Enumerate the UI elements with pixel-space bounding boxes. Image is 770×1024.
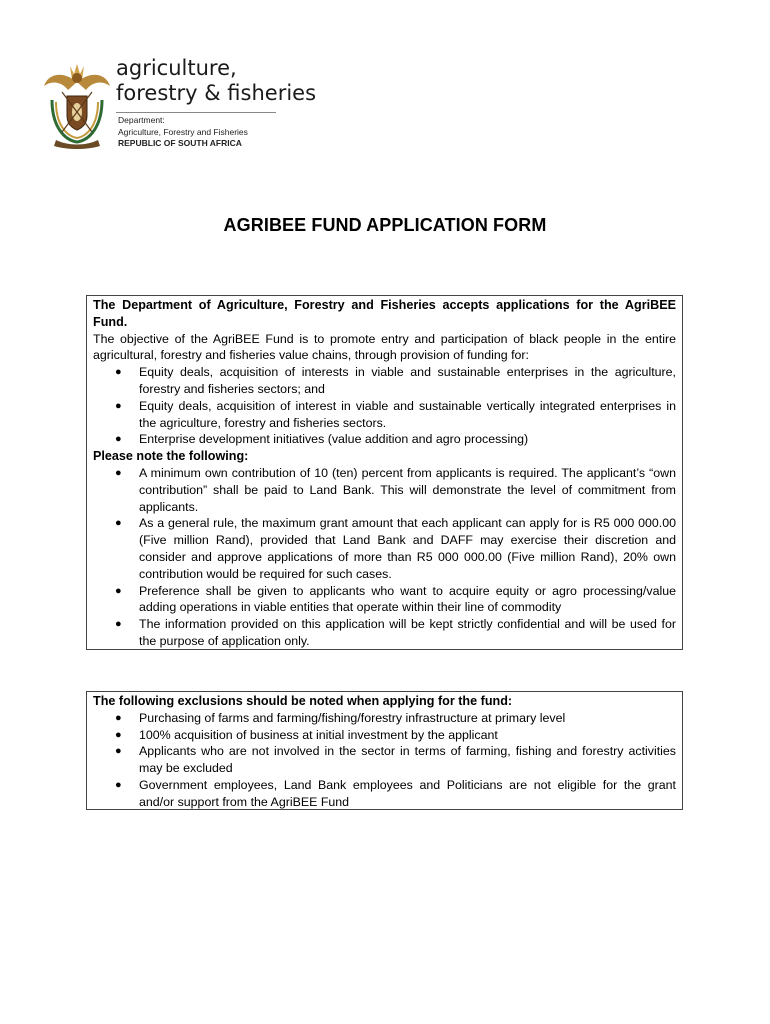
list-item: ● As a general rule, the maximum grant amount that each applicant can apply for is R5 000 000.00 (Five million Rand), provided that Land Bank and DAFF may exercise their discretion and consider and approve applications of more than R5 000 000.00 (Five million Rand), 20% own contribution would be required for such cases. <box>115 516 676 581</box>
funding-list <box>93 364 676 448</box>
notes-heading: Please note the following: <box>93 449 249 464</box>
list-item: ● The information provided on this application will be kept strictly confidential and will be used for the purpose of application only. <box>115 617 676 648</box>
divider <box>116 112 276 113</box>
country-name: REPUBLIC OF SOUTH AFRICA <box>118 138 242 148</box>
bullet-icon: ● <box>115 466 122 479</box>
notes-list <box>93 465 676 650</box>
bullet-icon: ● <box>115 584 122 597</box>
letterhead <box>40 56 317 156</box>
bullet-icon: ● <box>115 711 122 724</box>
bullet-icon: ● <box>115 778 122 791</box>
list-item: ● A minimum own contribution of 10 (ten) percent from applicants is required. The applicant’s “own contribution” shall be paid to Land Bank. This will demonstrate the level of commitment from applicants. <box>115 465 676 514</box>
bullet-icon: ● <box>115 399 122 412</box>
list-item: ● Purchasing of farms and farming/fishing/forestry infrastructure at primary level <box>115 710 566 725</box>
bullet-icon: ● <box>115 366 122 379</box>
bullet-icon: ● <box>115 745 122 758</box>
list-item: ● Government employees, Land Bank employees and Politicians are not eligible for the grant and/or support from the AgriBEE Fund <box>115 777 676 809</box>
list-item: ● Equity deals, acquisition of interests in viable and sustainable enterprises in the agriculture, forestry and fisheries sectors; and <box>115 365 676 396</box>
list-item: ● Preference shall be given to applicants who want to acquire equity or agro processing/value adding operations in viable entities that operate within their line of commodity <box>115 583 676 615</box>
department-name <box>116 56 316 106</box>
exclusions-list <box>93 710 676 811</box>
department-name-line1: agriculture, <box>116 56 237 80</box>
list-item: ● 100% acquisition of business at initial investment by the applicant <box>115 727 498 742</box>
coat-of-arms-icon <box>40 56 114 150</box>
info-intro: The objective of the AgriBEE Fund is to promote entry and participation of black people in the entire agricultural, forestry and fisheries value chains, through provision of funding for: <box>93 331 676 363</box>
bullet-icon: ● <box>115 433 122 446</box>
list-item: ● Equity deals, acquisition of interest in viable and sustainable vertically integrated enterprises in the agriculture, forestry and fisheries sectors. <box>115 398 676 430</box>
department-details <box>118 115 248 150</box>
bullet-icon: ● <box>115 517 122 530</box>
department-name-line2: forestry & fisheries <box>116 81 317 105</box>
exclusions-box <box>86 691 683 810</box>
info-heading: The Department of Agriculture, Forestry and Fisheries accepts applications for the AgriBEE Fund. <box>93 298 676 329</box>
bullet-icon: ● <box>115 618 122 631</box>
page-title: AGRIBEE FUND APPLICATION FORM <box>223 215 547 235</box>
department-label: Department: <box>118 115 165 125</box>
application-info-box <box>86 295 683 650</box>
list-item: ● Enterprise development initiatives (value addition and agro processing) <box>115 432 529 447</box>
exclusions-heading: The following exclusions should be noted when applying for the fund: <box>93 694 513 708</box>
list-item: ● Applicants who are not involved in the sector in terms of farming, fishing and forestry activities may be excluded <box>115 744 676 776</box>
department-full-name: Agriculture, Forestry and Fisheries <box>118 126 248 137</box>
bullet-icon: ● <box>115 728 122 741</box>
